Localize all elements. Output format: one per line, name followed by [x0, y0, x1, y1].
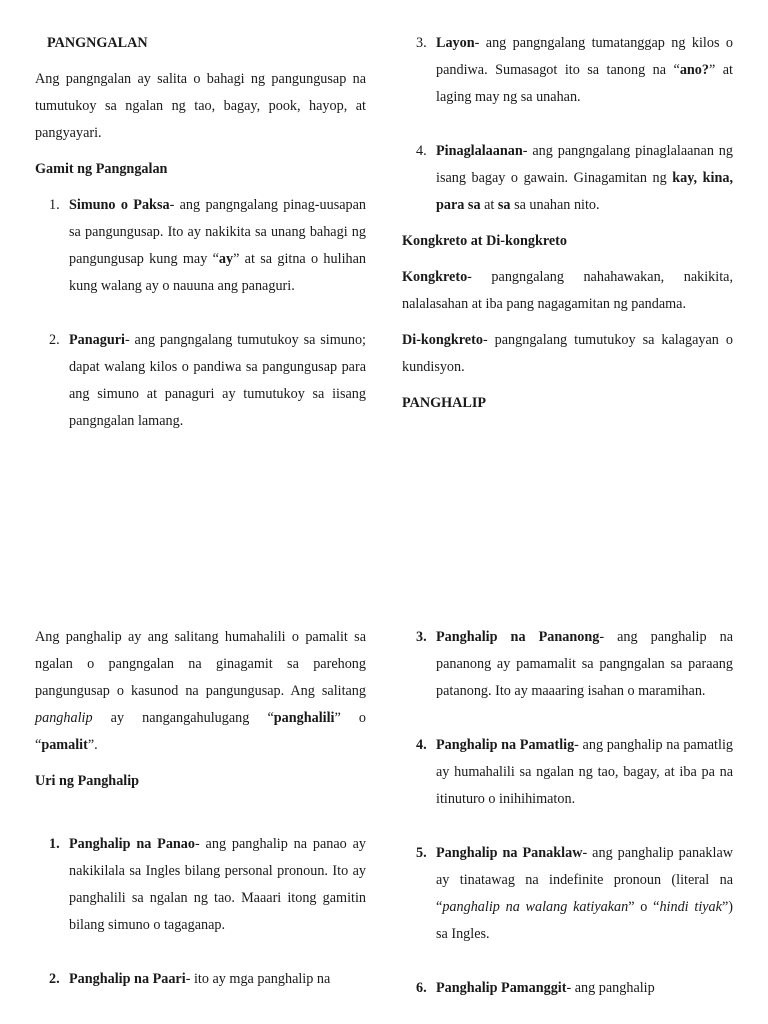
- list-item: 1. Panghalip na Panao- ang panghalip na panao ay nakikilala sa Ingles bilang personal pronoun. Ito ay panghalili sa ngalan ng tao. Maaari itong gamitin bilang simuno o tagaganap.: [49, 836, 366, 933]
- panghalip-intro: Ang panghalip ay ang salitang humahalili o pamalit sa ngalan o pangngalan na ginagamit sa parehong pangungusap o kasunod na pangungusap. Ang salitang panghalip ay nangangahulugang “panghalili” o “pamalit”.: [35, 629, 366, 753]
- page2-right-column: [402, 624, 733, 1002]
- list-item: 2. Panaguri- ang pangngalang tumutukoy sa simuno; dapat walang kilos o pandiwa sa pangungusap para ang simuno at panaguri ay tumutukoy sa iisang pangngalan lamang.: [49, 332, 366, 429]
- list-item: 3. Panghalip na Pananong- ang panghalip na pananong ay pamamalit sa pangngalan sa paraang patanong. Ito ay maaaring isahan o maramihan.: [416, 629, 734, 699]
- page2-left-column: [35, 624, 366, 993]
- gamit-heading: Gamit ng Pangngalan: [35, 161, 168, 177]
- dikonkreto-definition: Di-kongkreto- pangngalang tumutukoy sa kalagayan o kundisyon.: [402, 332, 733, 375]
- list-item: 4. Panghalip na Pamatlig- ang panghalip na pamatlig ay humahalili sa ngalan ng tao, bagay, at iba pa na itinuturo o inihihimaton.: [416, 737, 733, 807]
- konkreto-definition: Kongkreto- pangngalang nahahawakan, nakikita, nalalasahan at iba pang nagagamitan ng pandama.: [402, 269, 733, 312]
- page1-left-column: [35, 30, 366, 435]
- intro-paragraph: Ang pangngalan ay salita o bahagi ng pangungusap na tumutukoy sa ngalan ng tao, bagay, pook, hayop, at pangyayari.: [35, 71, 366, 141]
- list-item: 3. Layon- ang pangngalang tumatanggap ng kilos o pandiwa. Sumasagot ito sa tanong na “ano?” at laging may ng sa unahan.: [416, 35, 733, 105]
- section-title: PANGNGALAN: [47, 35, 148, 51]
- list-item: 5. Panghalip na Panaklaw- ang panghalip panaklaw ay tinatawag na indefinite pronoun (literal na “panghalip na walang katiyakan” o “hindi tiyak”) sa Ingles.: [416, 845, 733, 942]
- panghalip-heading: PANGHALIP: [402, 395, 487, 411]
- list-item: 6. Panghalip Pamanggit- ang panghalip: [416, 980, 655, 996]
- list-item: 2. Panghalip na Paari- ito ay mga panghalip na: [49, 971, 331, 987]
- list-item: 1. Simuno o Paksa- ang pangngalang pinag-uusapan sa pangungusap. Ito ay nakikita sa unang bahagi ng pangungusap kung may “ay” at sa gitna o hulihan kung walang ay o nauuna ang panaguri.: [49, 197, 366, 294]
- uri-heading: Uri ng Panghalip: [35, 773, 140, 789]
- page1-right-column: [402, 30, 733, 417]
- list-item: 4. Pinaglalaanan- ang pangngalang pinaglalaanan ng isang bagay o gawain. Ginagamitan ng kay, kina, para sa at sa sa unahan nito.: [416, 143, 733, 213]
- konkreto-heading: Kongkreto at Di-kongkreto: [402, 233, 567, 249]
